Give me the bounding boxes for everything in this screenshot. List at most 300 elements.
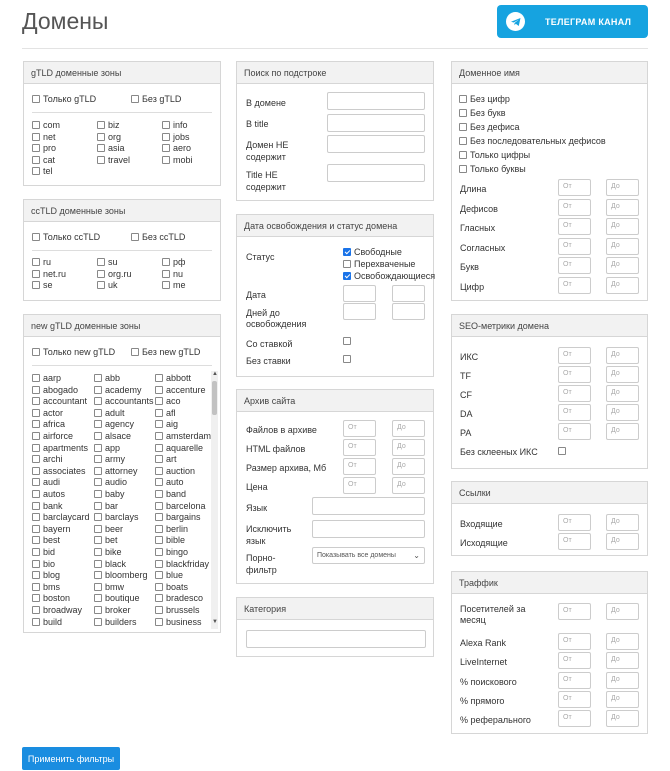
zone-checkbox-barclays[interactable] (94, 512, 139, 522)
zone-checkbox-biz[interactable] (97, 120, 120, 130)
zone-checkbox-business[interactable] (155, 617, 202, 627)
zone-checkbox-academy[interactable] (94, 385, 142, 395)
telegram-channel-button[interactable] (497, 5, 648, 38)
checkbox-label: bloomberg (105, 570, 148, 581)
without-gtld-checkbox[interactable]: Без gTLD (131, 94, 181, 104)
date-label: Дата (246, 290, 266, 300)
scroll-thumb[interactable] (212, 381, 217, 415)
zone-checkbox-actor[interactable] (32, 408, 63, 418)
zone-checkbox-me[interactable] (162, 280, 186, 290)
zone-checkbox-org.ru[interactable] (97, 269, 132, 279)
with-bid-checkbox[interactable] (343, 336, 354, 346)
domain-name-checkbox[interactable] (459, 150, 530, 160)
in-domain-input[interactable] (327, 92, 425, 110)
checkbox[interactable] (162, 144, 170, 152)
checkbox-label: me (173, 280, 186, 291)
zone-checkbox-blog[interactable] (32, 570, 60, 580)
zone-checkbox-alsace[interactable] (94, 431, 131, 441)
range-from-input[interactable]: От (558, 347, 591, 364)
porn-filter-select[interactable]: Показывать все домены ⌄ (312, 547, 425, 564)
domain-name-checkbox[interactable] (459, 164, 526, 174)
zone-checkbox-nu[interactable] (162, 269, 183, 279)
range-from-input[interactable]: От (343, 477, 376, 494)
checkbox-label: academy (105, 384, 142, 395)
checkbox[interactable] (155, 374, 163, 382)
checkbox[interactable] (94, 618, 102, 626)
checkbox-label: broadway (43, 605, 83, 615)
in-title-input[interactable] (327, 114, 425, 132)
range-to-input[interactable]: До (392, 458, 425, 475)
checkbox[interactable] (32, 594, 40, 602)
checkbox[interactable] (32, 618, 40, 626)
checkbox[interactable] (32, 420, 40, 428)
checkbox[interactable] (32, 560, 40, 568)
zone-checkbox-aarp[interactable] (32, 373, 61, 383)
zone-checkbox-band[interactable] (155, 489, 186, 499)
range-from-input[interactable]: От (558, 404, 591, 421)
checkbox-label: auction (166, 465, 196, 476)
zone-checkbox-archi[interactable] (32, 454, 63, 464)
zone-checkbox-beer[interactable] (94, 524, 123, 534)
range-to-input[interactable]: До (606, 423, 639, 440)
zone-checkbox-bingo[interactable] (155, 547, 188, 557)
without-cctld-checkbox[interactable]: Без ccTLD (131, 232, 185, 242)
checkbox-label: berlin (166, 523, 189, 534)
checkbox[interactable] (94, 513, 102, 521)
zone-checkbox-barclaycard[interactable] (32, 512, 90, 522)
zone-checkbox-adult[interactable] (94, 408, 125, 418)
checkbox[interactable] (459, 165, 467, 173)
checkbox-label: tel (43, 166, 53, 177)
zone-checkbox-net[interactable] (32, 132, 56, 142)
range-to-input[interactable]: До (392, 439, 425, 456)
range-from-input[interactable]: От (558, 423, 591, 440)
archive-panel (236, 389, 434, 584)
zone-checkbox-рф[interactable] (162, 257, 185, 267)
checkbox-label: bradesco (166, 593, 204, 604)
domain-name-checkbox[interactable] (459, 136, 606, 146)
domain-not-contains-input[interactable] (327, 135, 425, 153)
checkbox-label: рф (173, 257, 186, 267)
checkbox[interactable] (94, 536, 102, 544)
checkbox[interactable] (155, 420, 163, 428)
checkbox-label: biz (108, 120, 120, 130)
zone-checkbox-accountants[interactable] (94, 396, 154, 406)
range-to-input[interactable]: До (606, 652, 639, 669)
checkbox[interactable] (155, 397, 163, 405)
zone-checkbox-bet[interactable] (94, 535, 118, 545)
checkbox[interactable] (97, 258, 105, 266)
checkbox[interactable] (155, 560, 163, 568)
range-from-input[interactable]: От (558, 179, 591, 196)
checkbox[interactable] (155, 513, 163, 521)
zone-checkbox-abbott[interactable] (155, 373, 191, 383)
checkbox[interactable] (32, 133, 40, 141)
only-cctld-checkbox[interactable]: Только ccTLD (32, 232, 100, 242)
checkbox[interactable] (97, 270, 105, 278)
checkbox-label: band (166, 489, 187, 499)
zone-checkbox-tel[interactable] (32, 166, 53, 176)
checkbox[interactable] (32, 548, 40, 556)
checkbox[interactable] (32, 397, 40, 405)
checkbox[interactable] (32, 536, 40, 544)
checkbox[interactable] (155, 548, 163, 556)
checkbox[interactable] (155, 455, 163, 463)
checkbox[interactable] (162, 156, 170, 164)
zone-checkbox-bio[interactable] (32, 559, 55, 569)
zone-checkbox-travel[interactable] (97, 155, 130, 165)
range-label: HTML файлов (246, 444, 306, 454)
range-label: Размер архива, Мб (246, 463, 327, 473)
zone-checkbox-autos[interactable] (32, 489, 65, 499)
checkbox[interactable] (32, 144, 40, 152)
range-to-input[interactable]: До (606, 404, 639, 421)
checkbox-label: archi (43, 454, 63, 465)
checkbox[interactable] (155, 478, 163, 486)
exclude-language-input[interactable] (312, 520, 425, 538)
zone-checkbox-bmw[interactable] (94, 582, 124, 592)
only-gtld-checkbox[interactable]: Только gTLD (32, 94, 96, 104)
checkbox[interactable] (162, 270, 170, 278)
checkbox[interactable] (32, 258, 40, 266)
date-to-input[interactable] (392, 285, 425, 302)
status-free-checkbox[interactable]: Свободные (343, 247, 402, 257)
range-from-input[interactable]: От (558, 218, 591, 235)
checkbox[interactable] (94, 397, 102, 405)
checkbox[interactable] (32, 121, 40, 129)
domain-name-checkbox[interactable] (459, 122, 520, 132)
scroll-up-icon[interactable]: ▲ (212, 371, 218, 377)
checkbox[interactable] (97, 144, 105, 152)
zone-checkbox-cat[interactable] (32, 155, 55, 165)
range-to-input[interactable]: До (606, 199, 639, 216)
checkbox[interactable] (459, 109, 467, 117)
zone-checkbox-accountant[interactable] (32, 396, 87, 406)
range-from-input[interactable]: От (558, 633, 591, 650)
checkbox[interactable] (155, 594, 163, 602)
gtld-panel (23, 61, 221, 186)
range-from-input[interactable]: От (558, 277, 591, 294)
checkbox-label: autos (43, 489, 66, 499)
checkbox[interactable] (94, 374, 102, 382)
checkbox[interactable] (94, 420, 102, 428)
checkbox[interactable] (94, 432, 102, 440)
domain-not-contains-label: Домен НЕ содержит (246, 140, 289, 162)
range-to-input[interactable]: До (606, 633, 639, 650)
zone-checkbox-bike[interactable] (94, 547, 122, 557)
checkbox[interactable] (94, 594, 102, 602)
range-to-input[interactable]: До (606, 347, 639, 364)
zone-checkbox-blackfriday[interactable] (155, 559, 209, 569)
zone-checkbox-amsterdam[interactable] (155, 431, 211, 441)
checkbox[interactable] (94, 455, 102, 463)
checkbox[interactable] (32, 374, 40, 382)
zone-checkbox-bid[interactable] (32, 547, 55, 557)
date-from-input[interactable] (343, 285, 376, 302)
zone-checkbox-auto[interactable] (155, 477, 184, 487)
zone-checkbox-afl[interactable] (155, 408, 176, 418)
zone-checkbox-aig[interactable] (155, 419, 178, 429)
range-to-input[interactable]: До (606, 603, 639, 620)
checkbox[interactable] (459, 151, 467, 159)
range-from-input[interactable]: От (343, 439, 376, 456)
range-from-input[interactable]: От (558, 385, 591, 402)
zone-checkbox-bible[interactable] (155, 535, 185, 545)
checkbox[interactable] (32, 409, 40, 417)
zone-checkbox-broadway[interactable] (32, 605, 82, 615)
zone-checkbox-art[interactable] (155, 454, 177, 464)
zone-checkbox-barcelona[interactable] (155, 501, 206, 511)
checkbox[interactable] (32, 490, 40, 498)
zone-checkbox-army[interactable] (94, 454, 125, 464)
checkbox[interactable] (155, 467, 163, 475)
status-releasing-checkbox[interactable]: Освобождающиеся (343, 271, 435, 281)
newgtld-scrollbar[interactable] (211, 371, 218, 629)
zone-checkbox-aco[interactable] (155, 396, 181, 406)
range-to-input[interactable]: До (606, 710, 639, 727)
range-to-input[interactable]: До (606, 238, 639, 255)
cctld-title: ccTLD доменные зоны (24, 200, 220, 222)
checkbox[interactable] (155, 536, 163, 544)
without-bid-checkbox[interactable] (343, 354, 354, 364)
zone-checkbox-brussels[interactable] (155, 605, 200, 615)
checkbox[interactable] (162, 133, 170, 141)
checkbox[interactable] (94, 571, 102, 579)
zone-checkbox-auction[interactable] (155, 466, 195, 476)
zone-checkbox-builders[interactable] (94, 617, 137, 627)
range-from-input[interactable]: От (558, 366, 591, 383)
without-newgtld-checkbox[interactable]: Без new gTLD (131, 347, 200, 357)
zone-checkbox-bar[interactable] (94, 501, 118, 511)
checkbox[interactable] (94, 467, 102, 475)
zone-checkbox-agency[interactable] (94, 419, 134, 429)
checkbox[interactable] (94, 502, 102, 510)
checkbox[interactable] (32, 455, 40, 463)
zone-checkbox-bloomberg[interactable] (94, 570, 148, 580)
range-to-input[interactable]: До (606, 257, 639, 274)
range-to-input[interactable]: До (606, 277, 639, 294)
checkbox[interactable] (155, 606, 163, 614)
zone-checkbox-mobi[interactable] (162, 155, 193, 165)
range-to-input[interactable]: До (392, 420, 425, 437)
checkbox[interactable] (94, 386, 102, 394)
range-label: % поискового (460, 677, 517, 687)
zone-checkbox-boutique[interactable] (94, 593, 140, 603)
range-to-input[interactable]: До (606, 514, 639, 531)
zone-checkbox-com[interactable] (32, 120, 60, 130)
range-to-input[interactable]: До (606, 533, 639, 550)
range-from-input[interactable]: От (558, 533, 591, 550)
range-to-input[interactable]: До (606, 366, 639, 383)
checkbox[interactable] (162, 258, 170, 266)
range-to-input[interactable]: До (606, 672, 639, 689)
domain-name-checkbox[interactable] (459, 108, 506, 118)
range-from-input[interactable]: От (558, 257, 591, 274)
checkbox[interactable] (32, 167, 40, 175)
checkbox[interactable] (32, 478, 40, 486)
zone-checkbox-audi[interactable] (32, 477, 60, 487)
checkbox-label: bike (105, 547, 122, 557)
zone-checkbox-bayern[interactable] (32, 524, 71, 534)
zone-checkbox-build[interactable] (32, 617, 62, 627)
zone-checkbox-ru[interactable] (32, 257, 51, 267)
zone-checkbox-audio[interactable] (94, 477, 127, 487)
checkbox[interactable] (94, 560, 102, 568)
checkbox[interactable] (32, 525, 40, 533)
range-from-input[interactable]: От (343, 420, 376, 437)
zone-checkbox-berlin[interactable] (155, 524, 188, 534)
checkbox[interactable] (94, 478, 102, 486)
range-from-input[interactable]: От (558, 603, 591, 620)
range-from-input[interactable]: От (558, 691, 591, 708)
zone-checkbox-aquarelle[interactable] (155, 443, 203, 453)
checkbox-label: blog (43, 570, 61, 581)
checkbox[interactable] (94, 444, 102, 452)
checkbox-label: broker (105, 605, 131, 615)
zone-checkbox-jobs[interactable] (162, 132, 190, 142)
checkbox[interactable] (94, 606, 102, 614)
zone-checkbox-asia[interactable] (97, 143, 125, 153)
checkbox[interactable] (32, 513, 40, 521)
category-input[interactable] (246, 630, 426, 648)
range-from-input[interactable]: От (343, 458, 376, 475)
days-to-input[interactable] (392, 303, 425, 320)
checkbox[interactable] (97, 121, 105, 129)
zone-checkbox-associates[interactable] (32, 466, 86, 476)
zone-checkbox-bank[interactable] (32, 501, 63, 511)
checkbox-label: bid (43, 547, 56, 557)
checkbox[interactable] (459, 137, 467, 145)
zone-checkbox-se[interactable] (32, 280, 53, 290)
checkbox[interactable] (32, 156, 40, 164)
zone-checkbox-boats[interactable] (155, 582, 188, 592)
zone-checkbox-baby[interactable] (94, 489, 125, 499)
zone-checkbox-bargains[interactable] (155, 512, 201, 522)
only-newgtld-checkbox[interactable]: Только new gTLD (32, 347, 115, 357)
status-intercepted-checkbox[interactable]: Перехваченые (343, 259, 415, 269)
checkbox-label: bar (105, 500, 119, 511)
checkbox[interactable] (94, 490, 102, 498)
zone-checkbox-boston[interactable] (32, 593, 70, 603)
checkbox[interactable] (162, 281, 170, 289)
checkbox-label: uk (108, 280, 118, 291)
zone-checkbox-abb[interactable] (94, 373, 120, 383)
range-from-input[interactable]: От (558, 238, 591, 255)
checkbox[interactable] (94, 548, 102, 556)
release-title: Дата освобождения и статус домена (237, 215, 433, 237)
checkbox[interactable] (32, 270, 40, 278)
zone-checkbox-org[interactable] (97, 132, 121, 142)
zone-checkbox-black[interactable] (94, 559, 126, 569)
days-from-input[interactable] (343, 303, 376, 320)
zone-checkbox-bms[interactable] (32, 582, 60, 592)
checkbox[interactable] (32, 444, 40, 452)
checkbox-label: agency (105, 419, 135, 430)
checkbox[interactable] (155, 432, 163, 440)
checkbox[interactable] (32, 502, 40, 510)
checkbox-label: bms (43, 581, 61, 592)
zone-checkbox-app[interactable] (94, 443, 120, 453)
zone-checkbox-accenture[interactable] (155, 385, 206, 395)
checkbox[interactable] (155, 386, 163, 394)
checkbox[interactable] (32, 583, 40, 591)
range-to-input[interactable]: До (606, 179, 639, 196)
checkbox[interactable] (459, 123, 467, 131)
range-to-input[interactable]: До (606, 385, 639, 402)
range-to-input[interactable]: До (392, 477, 425, 494)
zone-checkbox-su[interactable] (97, 257, 118, 267)
zone-checkbox-best[interactable] (32, 535, 60, 545)
checkbox[interactable] (155, 444, 163, 452)
checkbox[interactable] (97, 281, 105, 289)
checkbox[interactable] (94, 583, 102, 591)
zone-checkbox-aero[interactable] (162, 143, 191, 153)
checkbox[interactable] (155, 583, 163, 591)
range-from-input[interactable]: От (558, 514, 591, 531)
checkbox-label: org (108, 131, 122, 142)
apply-filters-button[interactable]: Применить фильтры (22, 747, 120, 770)
checkbox[interactable] (155, 618, 163, 626)
release-panel (236, 214, 434, 377)
zone-checkbox-net.ru[interactable] (32, 269, 66, 279)
checkbox[interactable] (155, 409, 163, 417)
checkbox[interactable] (32, 571, 40, 579)
checkbox[interactable] (94, 525, 102, 533)
domain-name-checkbox[interactable] (459, 94, 510, 104)
checkbox[interactable] (459, 95, 467, 103)
exclude-language-label: Исключить язык (246, 524, 292, 546)
language-input[interactable] (312, 497, 425, 515)
range-from-input[interactable]: От (558, 652, 591, 669)
zone-checkbox-abogado[interactable] (32, 385, 78, 395)
checkbox[interactable] (97, 156, 105, 164)
title-not-contains-input[interactable] (327, 164, 425, 182)
checkbox[interactable] (32, 281, 40, 289)
checkbox[interactable] (32, 386, 40, 394)
checkbox-label: accountants (105, 396, 154, 407)
checkbox[interactable] (162, 121, 170, 129)
zone-checkbox-airforce[interactable] (32, 431, 73, 441)
checkbox[interactable] (97, 133, 105, 141)
zone-checkbox-bradesco[interactable] (155, 593, 203, 603)
without-glued-iks-checkbox[interactable] (558, 446, 569, 456)
range-from-input[interactable]: От (558, 199, 591, 216)
zone-checkbox-pro[interactable] (32, 143, 56, 153)
checkbox[interactable] (32, 432, 40, 440)
zone-checkbox-africa[interactable] (32, 419, 65, 429)
checkbox[interactable] (155, 490, 163, 498)
zone-checkbox-uk[interactable] (97, 280, 118, 290)
zone-checkbox-attorney[interactable] (94, 466, 138, 476)
checkbox[interactable] (155, 525, 163, 533)
checkbox[interactable] (155, 502, 163, 510)
range-to-input[interactable]: До (606, 218, 639, 235)
checkbox[interactable] (32, 606, 40, 614)
range-from-input[interactable]: От (558, 672, 591, 689)
zone-checkbox-info[interactable] (162, 120, 188, 130)
range-to-input[interactable]: До (606, 691, 639, 708)
checkbox[interactable] (32, 467, 40, 475)
checkbox-label: pro (43, 143, 57, 154)
checkbox-label: audi (43, 477, 61, 488)
zone-checkbox-apartments[interactable] (32, 443, 88, 453)
zone-checkbox-broker[interactable] (94, 605, 131, 615)
scroll-down-icon[interactable]: ▼ (212, 619, 218, 625)
checkbox[interactable] (94, 409, 102, 417)
zone-checkbox-blue[interactable] (155, 570, 183, 580)
range-from-input[interactable]: От (558, 710, 591, 727)
checkbox[interactable] (155, 571, 163, 579)
